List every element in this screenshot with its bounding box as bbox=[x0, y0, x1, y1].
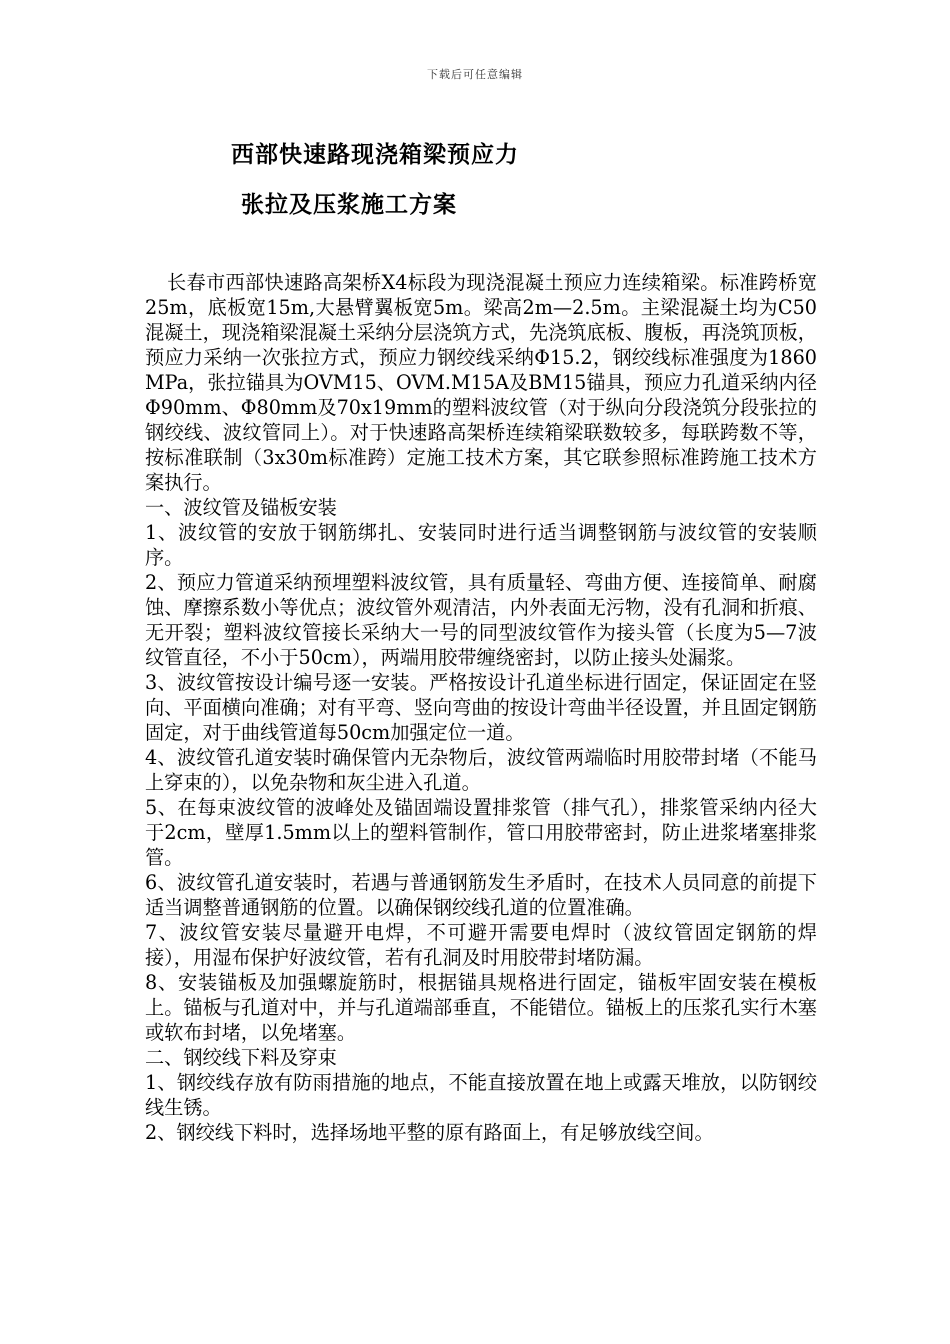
list-item: 1、钢绞线存放有防雨措施的地点，不能直接放置在地上或露天堆放，以防钢绞线生锈。 bbox=[145, 1071, 817, 1119]
list-item: 8、安装锚板及加强螺旋筋时，根据锚具规格进行固定，锚板牢固安装在模板上。锚板与孔道对中，并与孔道端部垂直，不能错位。锚板上的压浆孔实行木塞或软布封堵，以免堵塞。 bbox=[145, 971, 817, 1044]
list-item: 7、波纹管安装尽量避开电焊，不可避开需要电焊时（波纹管固定钢筋的焊接），用湿布保护好波纹管，若有孔洞及时用胶带封堵防漏。 bbox=[145, 921, 817, 969]
section-heading-2: 二、钢绞线下料及穿束 bbox=[145, 1046, 337, 1069]
list-item: 6、波纹管孔道安装时，若遇与普通钢筋发生矛盾时，在技术人员同意的前提下适当调整普通钢筋的位置。以确保钢绞线孔道的位置准确。 bbox=[145, 871, 817, 919]
section-heading-1: 一、波纹管及锚板安装 bbox=[145, 496, 337, 519]
list-item: 5、在每束波纹管的波峰处及锚固端设置排浆管（排气孔），排浆管采纳内径大于2cm，壁厚1.5mm以上的塑料管制作，管口用胶带密封，防止进浆堵塞排浆管。 bbox=[145, 796, 817, 869]
list-item: 2、预应力管道采纳预埋塑料波纹管，具有质量轻、弯曲方便、连接简单、耐腐蚀、摩擦系数小等优点；波纹管外观清洁，内外表面无污物，没有孔洞和折痕、无开裂；塑料波纹管接长采纳大一号的同型波纹管作为接头管（长度为5—7波纹管直径，不小于50cm），两端用胶带缠绕密封，以防止接头处漏浆。 bbox=[145, 571, 817, 669]
intro-paragraph: 长春市西部快速路高架桥X4标段为现浇混凝土预应力连续箱梁。标准跨桥宽25m，底板宽15m,大悬臂翼板宽5m。梁高2m—2.5m。主梁混凝土均为C50混凝土，现浇箱梁混凝土采纳分层浇筑方式，先浇筑底板、腹板，再浇筑顶板，预应力采纳一次张拉方式，预应力钢绞线采纳Φ15.2，钢绞线标准强度为1860MPa，张拉锚具为OVM15、OVM.M15A及BM15锚具，预应力孔道采纳内径Φ90mm、Φ80mm及70x19mm的塑料波纹管（对于纵向分段浇筑分段张拉的钢绞线、波纹管同上）。对于快速路高架桥连续箱梁联数较多，每联跨数不等，按标准联制（3x30m标准跨）定施工技术方案，其它联参照标准跨施工技术方案执行。 bbox=[145, 271, 817, 494]
list-item: 4、波纹管孔道安装时确保管内无杂物后，波纹管两端临时用胶带封堵（不能马上穿束的），以免杂物和灰尘进入孔道。 bbox=[145, 746, 817, 794]
document-title-line-2: 张拉及压浆施工方案 bbox=[241, 191, 457, 218]
list-item: 2、钢绞线下料时，选择场地平整的原有路面上，有足够放线空间。 bbox=[145, 1121, 714, 1144]
document-body bbox=[145, 270, 817, 1145]
list-item: 1、波纹管的安放于钢筋绑扎、安装同时进行适当调整钢筋与波纹管的安装顺序。 bbox=[145, 521, 817, 569]
document-title-line-1: 西部快速路现浇箱梁预应力 bbox=[231, 141, 519, 168]
header-note: 下载后可任意编辑 bbox=[427, 68, 523, 81]
list-item: 3、波纹管按设计编号逐一安装。严格按设计孔道坐标进行固定，保证固定在竖向、平面横向准确；对有平弯、竖向弯曲的按设计弯曲半径设置，并且固定钢筋固定，对于曲线管道每50cm加强定位一道。 bbox=[145, 671, 817, 744]
